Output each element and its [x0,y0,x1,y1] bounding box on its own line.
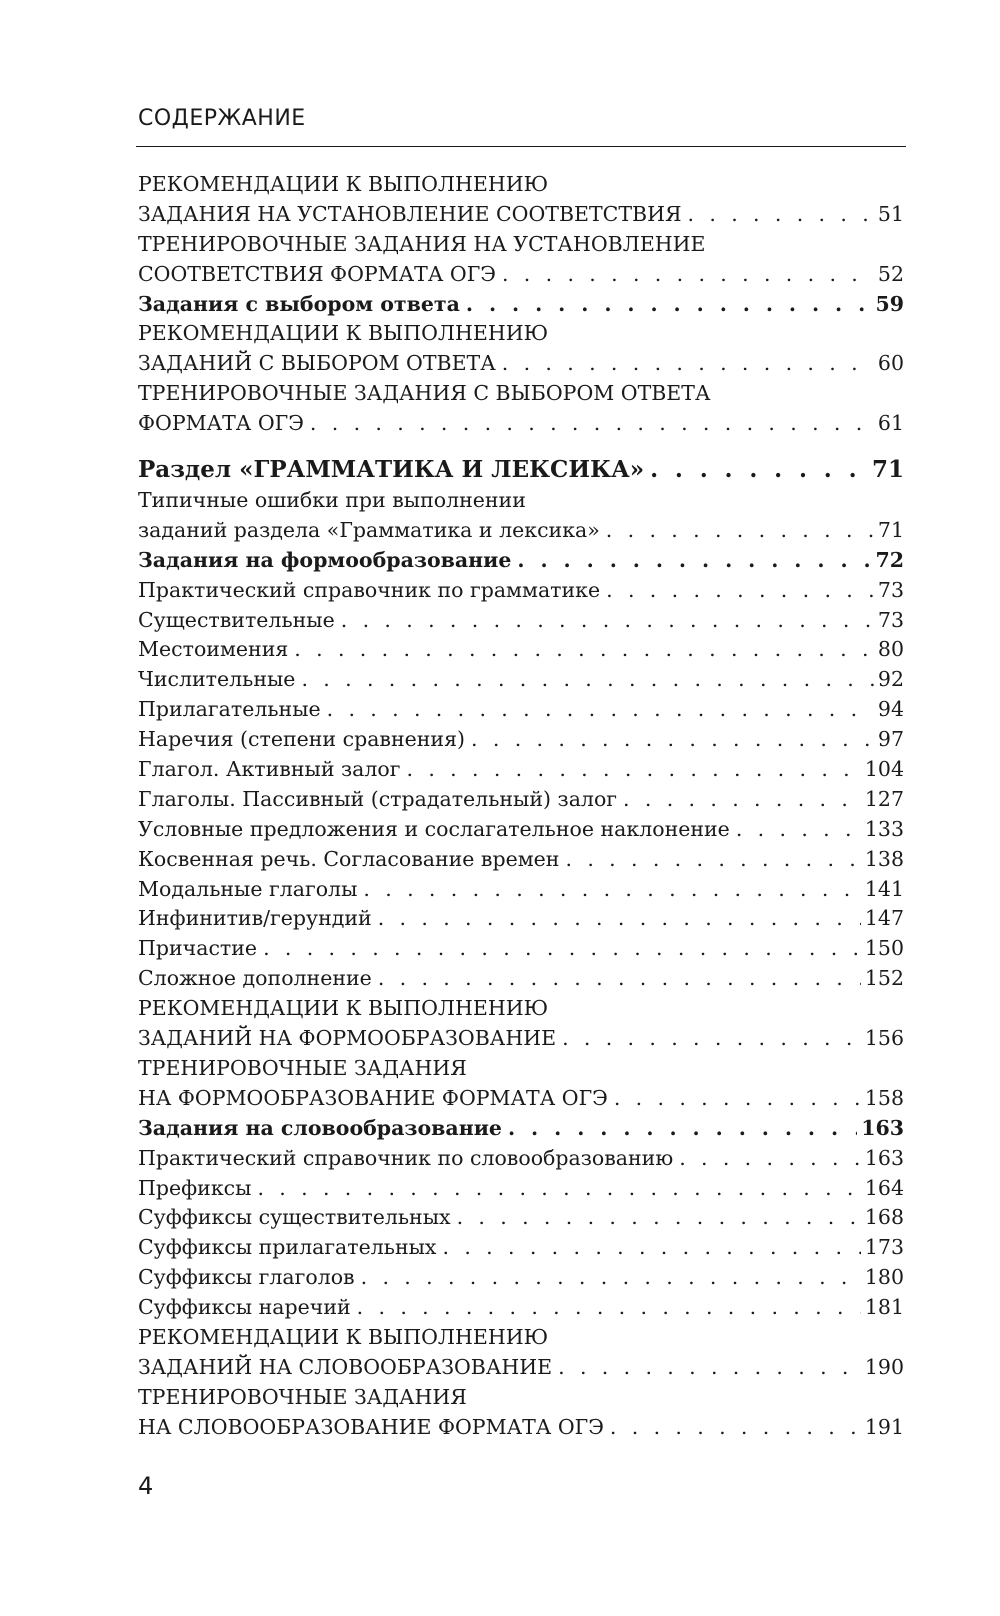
dot-leader [517,546,871,576]
dot-leader [466,290,872,320]
toc-entry-text: НА СЛОВООБРАЗОВАНИЕ ФОРМАТА ОГЭ [138,1414,604,1439]
toc-page-number: 163 [861,1115,904,1140]
toc-entry-text: Задания на формообразование [138,547,512,572]
toc-entry-text: Суффиксы существительных [138,1205,451,1230]
toc-entry-text: Практический справочник по грамматике [138,577,601,602]
dot-leader [407,755,861,785]
toc-page-number: 73 [877,607,904,632]
dot-leader [610,1413,861,1443]
toc-page-number: 72 [875,547,904,572]
dot-leader [688,200,874,230]
toc-entry-text: ЗАДАНИЯ НА УСТАНОВЛЕНИЕ СООТВЕТСТВИЯ [138,201,682,226]
toc-entry-line-final [138,260,904,290]
toc-entry-line [138,319,904,349]
dot-leader [363,875,860,905]
toc-entry [138,785,904,815]
toc-page-number: 190 [864,1354,904,1379]
toc-entry-line-final [138,785,904,815]
dot-leader [606,576,874,606]
table-of-contents [138,170,904,1443]
toc-page-number: 152 [864,966,904,991]
toc-entry [138,379,904,439]
toc-entry-text: Местоимения [138,637,289,662]
toc-page-number: 52 [877,261,904,286]
toc-page-number: 80 [877,637,904,662]
dot-leader [736,815,861,845]
toc-entry-line [138,994,904,1024]
toc-entry-line-final [138,1084,904,1114]
toc-entry [138,319,904,379]
toc-entry-line-final [138,453,904,486]
toc-entry-line-final [138,1353,904,1383]
toc-entry-line-final [138,200,904,230]
toc-entry-line-final [138,665,904,695]
toc-entry [138,665,904,695]
toc-entry-text: Суффиксы наречий [138,1295,351,1320]
dot-leader [614,1084,861,1114]
toc-entry-line [138,1323,904,1353]
toc-entry-text: Суффиксы глаголов [138,1265,355,1290]
toc-entry [138,486,904,546]
dot-leader [502,260,874,290]
dot-leader [623,785,861,815]
toc-page-number: 61 [877,411,904,436]
toc-entry-text: Типичные ошибки при выполнении [138,488,526,513]
toc-entry-text: ТРЕНИРОВОЧНЫЕ ЗАДАНИЯ НА УСТАНОВЛЕНИЕ [138,231,706,256]
toc-entry [138,875,904,905]
toc-entry-text: Существительные [138,607,335,632]
toc-entry-text: СООТВЕТСТВИЯ ФОРМАТА ОГЭ [138,261,496,286]
toc-page-number: 51 [877,201,904,226]
toc-entry [138,606,904,636]
toc-entry-line-final [138,1024,904,1054]
toc-entry-text: РЕКОМЕНДАЦИИ К ВЫПОЛНЕНИЮ [138,996,549,1021]
dot-leader [378,964,861,994]
toc-page-number: 127 [864,786,904,811]
dot-leader [294,635,874,665]
toc-entry-text: Практический справочник по словообразованию [138,1145,674,1170]
toc-entry-text: Причастие [138,936,258,961]
dot-leader [679,1144,861,1174]
dot-leader [327,695,874,725]
toc-page-number: 60 [877,351,904,376]
dot-leader [361,1263,861,1293]
toc-entry-text: ТРЕНИРОВОЧНЫЕ ЗАДАНИЯ С ВЫБОРОМ ОТВЕТА [138,381,711,406]
toc-entry [138,1263,904,1293]
toc-entry-text: Наречия (степени сравнения) [138,727,466,752]
toc-page-number: 150 [864,936,904,961]
toc-entry-line-final [138,904,904,934]
dot-leader [357,1293,861,1323]
toc-entry-line [138,1383,904,1413]
toc-entry-text: ФОРМАТА ОГЭ [138,411,304,436]
toc-entry [138,1174,904,1204]
dot-leader [562,1024,861,1054]
toc-entry-text: ТРЕНИРОВОЧНЫЕ ЗАДАНИЯ [138,1055,467,1080]
running-head-title: СОДЕРЖАНИЕ [138,106,306,131]
toc-entry [138,230,904,290]
toc-page-number: 71 [877,517,904,542]
toc-entry-text: ЗАДАНИЙ НА ФОРМООБРАЗОВАНИЕ [138,1026,557,1051]
toc-entry-text: Прилагательные [138,697,321,722]
toc-entry-line-final [138,516,904,546]
toc-page-number: 158 [864,1085,904,1110]
toc-entry-line [138,1054,904,1084]
toc-page-number: 59 [875,291,904,316]
toc-entry-text: Глаголы. Пассивный (страдательный) залог [138,786,618,811]
page-number: 4 [138,1472,154,1500]
toc-entry [138,1054,904,1114]
toc-entry-text: ЗАДАНИЙ НА СЛОВООБРАЗОВАНИЕ [138,1354,553,1379]
toc-page-number: 163 [864,1145,904,1170]
toc-entry-text: Глагол. Активный залог [138,757,401,782]
toc-entry [138,1323,904,1383]
dot-leader [263,934,861,964]
toc-entry-text: Условные предложения и сослагательное наклонение [138,816,730,841]
toc-entry-text: РЕКОМЕНДАЦИИ К ВЫПОЛНЕНИЮ [138,172,549,196]
toc-entry-line-final [138,845,904,875]
toc-page-number: 191 [864,1414,904,1439]
toc-entry-line-final [138,290,904,320]
toc-page-number: 164 [864,1175,904,1200]
toc-page-number: 92 [877,667,904,692]
toc-entry-line [138,230,904,260]
dot-leader [606,516,874,546]
toc-entry-text: Задания на словообразование [138,1115,502,1140]
dot-leader [471,725,874,755]
toc-entry-line-final [138,1233,904,1263]
toc-page-number: 168 [864,1205,904,1230]
toc-entry-line-final [138,635,904,665]
dot-leader [558,1353,861,1383]
toc-entry-text: НА ФОРМООБРАЗОВАНИЕ ФОРМАТА ОГЭ [138,1085,608,1110]
toc-entry-line-final [138,1174,904,1204]
toc-entry-text: ТРЕНИРОВОЧНЫЕ ЗАДАНИЯ [138,1384,467,1409]
toc-entry-text: Модальные глаголы [138,876,358,901]
toc-entry [138,453,904,486]
toc-entry-line-final [138,546,904,576]
toc-entry-line [138,170,904,200]
toc-entry-text: Раздел «ГРАММАТИКА И ЛЕКСИКА» [138,456,645,484]
toc-page-number: 147 [864,906,904,931]
toc-page-number: 97 [877,727,904,752]
toc-entry [138,576,904,606]
toc-entry [138,1383,904,1443]
toc-entry [138,546,904,576]
toc-entry-line-final [138,1114,904,1144]
toc-entry-text: Префиксы [138,1175,252,1200]
toc-page-number: 181 [864,1295,904,1320]
toc-entry-line-final [138,934,904,964]
toc-page-number: 104 [864,757,904,782]
toc-entry [138,815,904,845]
toc-page-number: 138 [864,846,904,871]
toc-entry-text: Суффиксы прилагательных [138,1235,437,1260]
toc-entry-text: заданий раздела «Грамматика и лексика» [138,517,600,542]
toc-entry-text: Задания с выбором ответа [138,291,460,316]
dot-leader [650,453,868,486]
toc-page-number: 73 [877,577,904,602]
toc-entry [138,904,904,934]
toc-entry [138,845,904,875]
toc-entry-line [138,486,904,516]
toc-page-number: 141 [864,876,904,901]
toc-entry [138,290,904,320]
toc-entry [138,1293,904,1323]
toc-entry-line-final [138,1144,904,1174]
dot-leader [508,1114,857,1144]
toc-entry-line-final [138,755,904,785]
toc-entry-line-final [138,349,904,379]
toc-entry-line-final [138,1203,904,1233]
toc-entry-line-final [138,576,904,606]
dot-leader [378,904,861,934]
toc-page-number: 94 [877,697,904,722]
toc-entry-line-final [138,875,904,905]
toc-entry-line [138,379,904,409]
toc-page-number: 156 [864,1026,904,1051]
toc-entry-line-final [138,815,904,845]
toc-entry-line-final [138,695,904,725]
toc-entry [138,994,904,1054]
toc-entry-line-final [138,409,904,439]
header-rule [136,146,906,147]
toc-entry-text: Инфинитив/герундий [138,906,372,931]
dot-leader [310,409,874,439]
toc-entry-line-final [138,964,904,994]
dot-leader [457,1203,861,1233]
toc-entry-text: Косвенная речь. Согласование времен [138,846,560,871]
toc-entry-line-final [138,1293,904,1323]
toc-entry [138,1114,904,1144]
toc-entry [138,934,904,964]
toc-entry [138,725,904,755]
toc-entry [138,964,904,994]
toc-entry-text: РЕКОМЕНДАЦИИ К ВЫПОЛНЕНИЮ [138,321,549,346]
toc-entry-text: Сложное дополнение [138,966,372,991]
toc-entry [138,755,904,785]
toc-page-number: 71 [871,456,904,484]
toc-entry-text: ЗАДАНИЙ С ВЫБОРОМ ОТВЕТА [138,351,496,376]
toc-entry [138,170,904,230]
toc-entry [138,1144,904,1174]
toc-entry-line-final [138,725,904,755]
toc-page-number: 133 [864,816,904,841]
toc-page-number: 180 [864,1265,904,1290]
dot-leader [301,665,873,695]
dot-leader [502,349,874,379]
toc-page-number: 173 [864,1235,904,1260]
dot-leader [565,845,860,875]
toc-entry [138,695,904,725]
toc-entry [138,1233,904,1263]
dot-leader [442,1233,860,1263]
toc-entry-text: Числительные [138,667,296,692]
toc-entry [138,1203,904,1233]
dot-leader [341,606,874,636]
toc-entry [138,635,904,665]
toc-entry-text: РЕКОМЕНДАЦИИ К ВЫПОЛНЕНИЮ [138,1324,549,1349]
toc-entry-line-final [138,606,904,636]
dot-leader [257,1174,860,1204]
toc-entry-line-final [138,1263,904,1293]
toc-entry-line-final [138,1413,904,1443]
